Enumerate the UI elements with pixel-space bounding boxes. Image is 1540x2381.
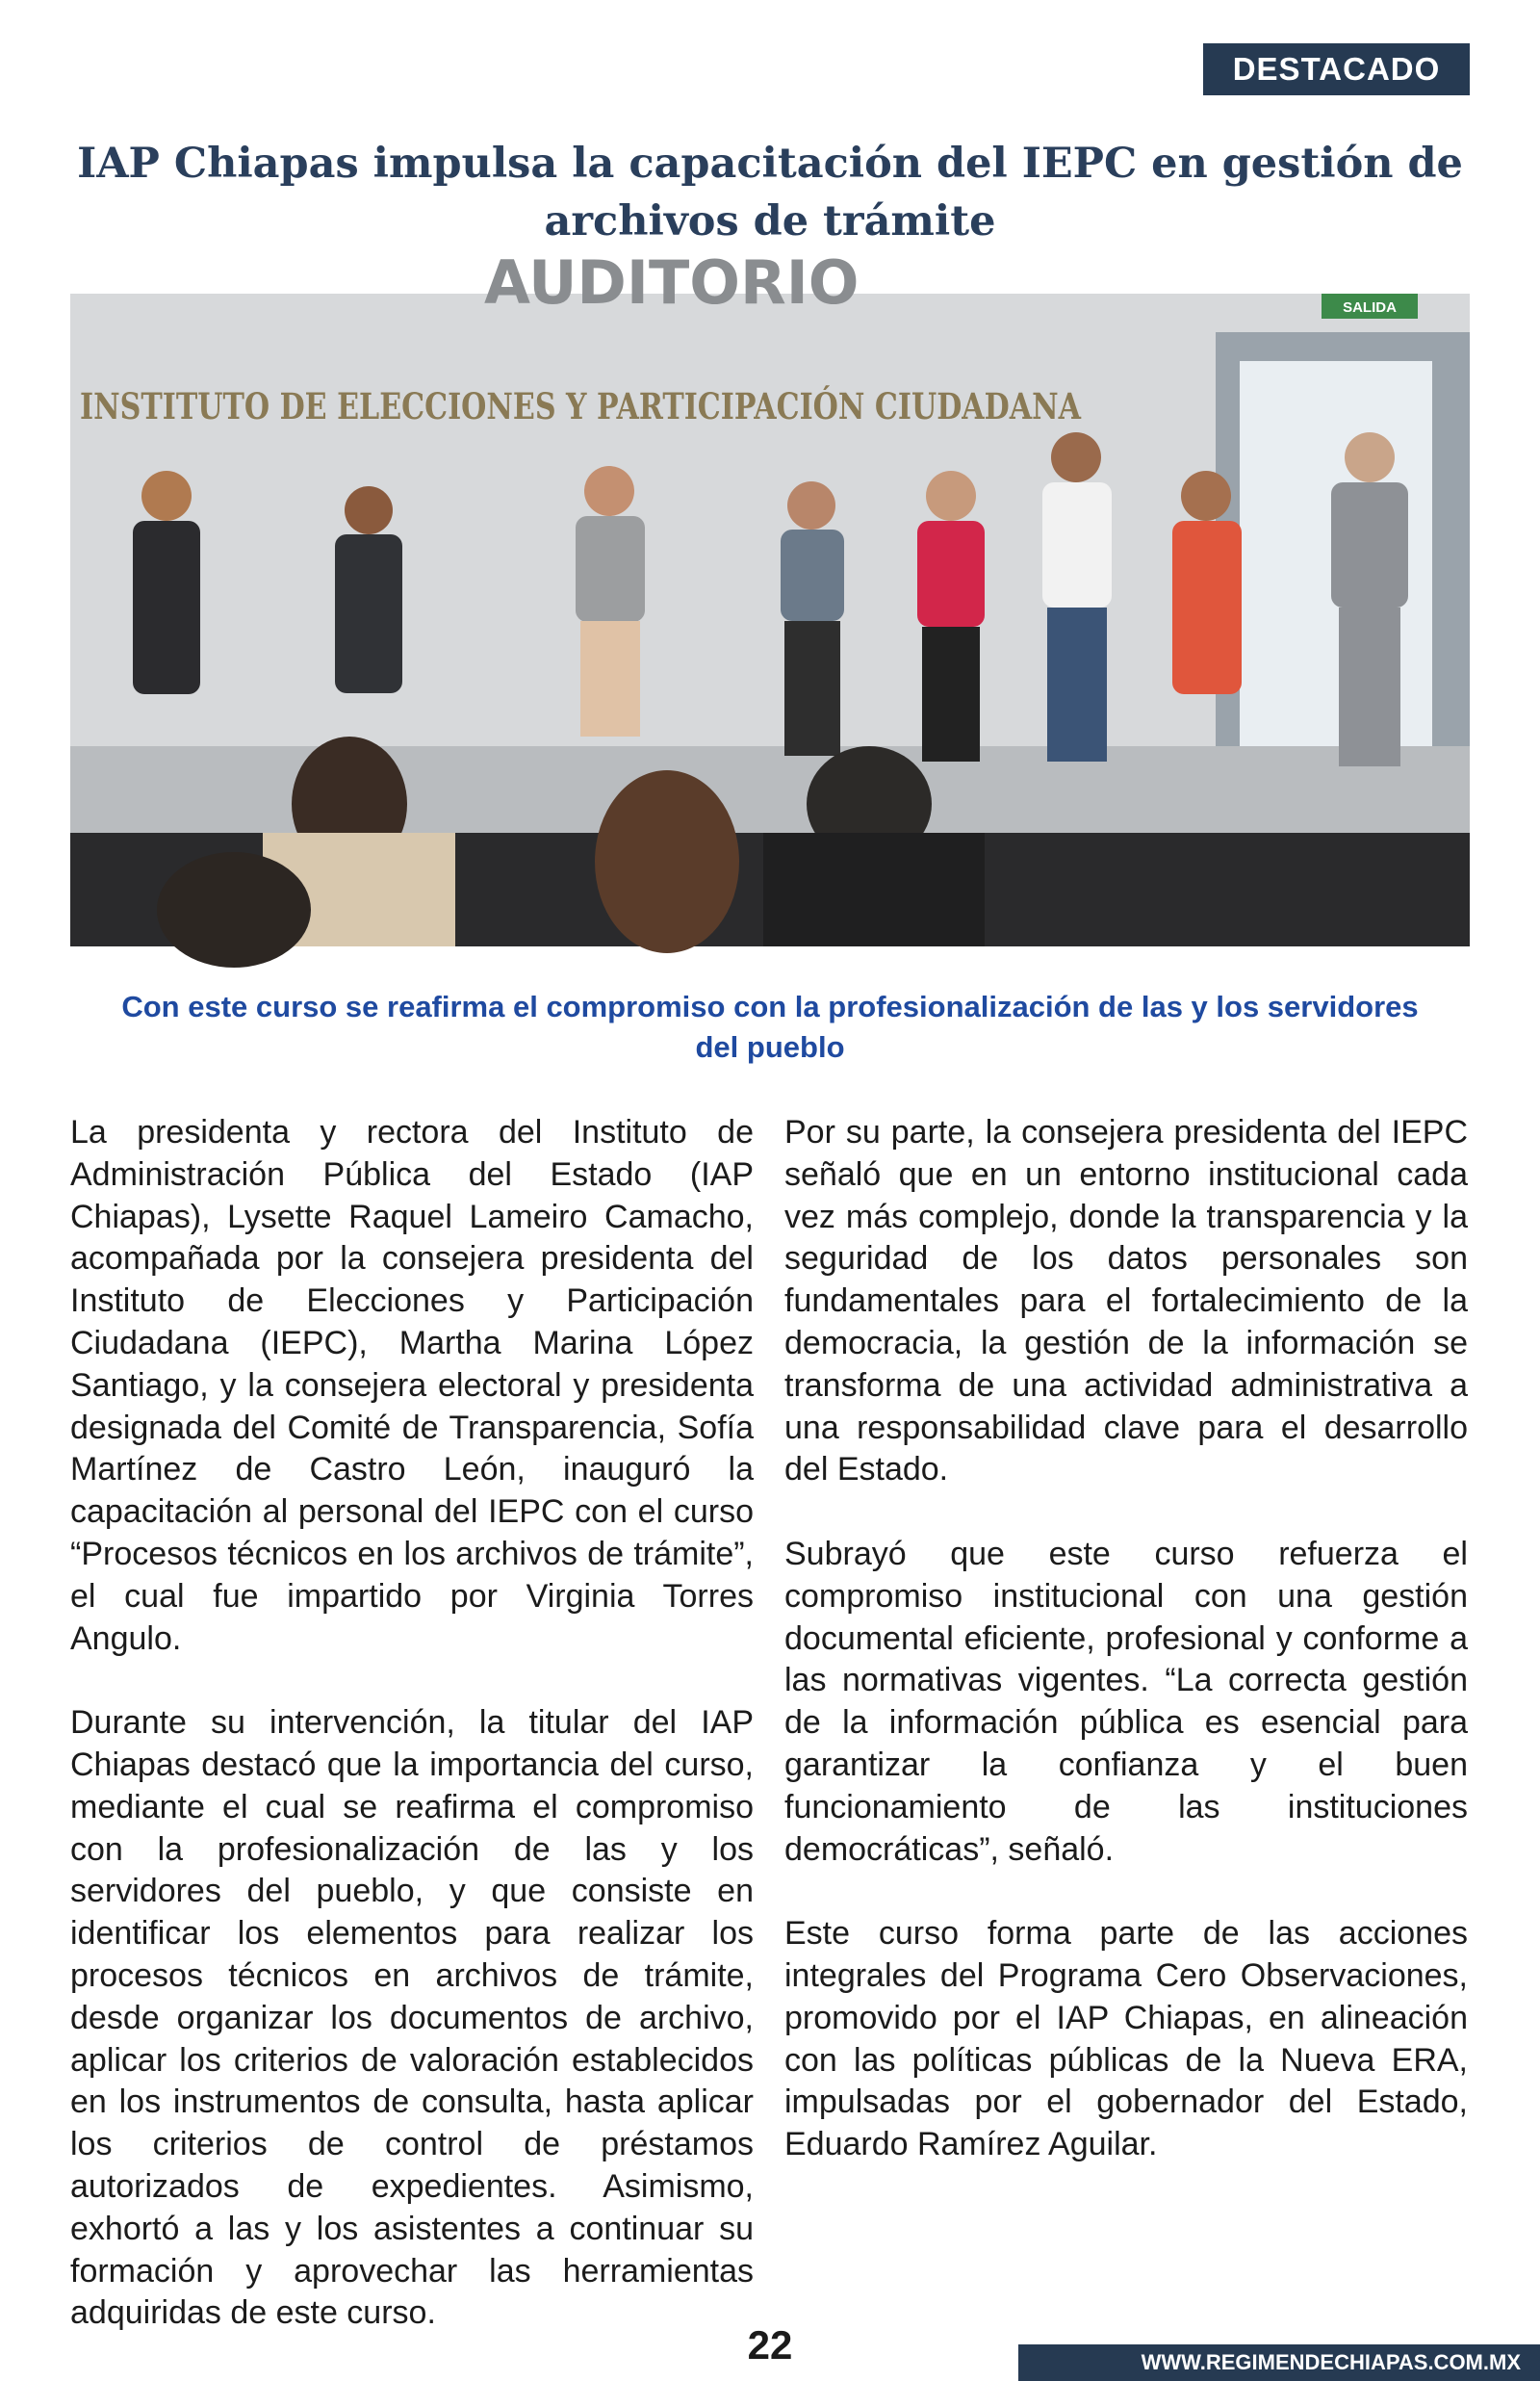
- section-tag: DESTACADO: [1203, 43, 1470, 95]
- left-column: [70, 1112, 754, 2377]
- photo-sign-main: INSTITUTO DE ELECCIONES Y PARTICIPACIÓN CIUDADANA: [80, 385, 1083, 427]
- page-number: 22: [747, 2322, 793, 2368]
- exit-sign-text: SALIDA: [1343, 299, 1397, 316]
- website-link[interactable]: WWW.REGIMENDECHIAPAS.COM.MX: [1018, 2344, 1540, 2381]
- event-photo-illustration: [70, 247, 1470, 946]
- paragraph-5: Este curso forma parte de las acciones integrales del Programa Cero Observaciones, promovido por el IAP Chiapas, en alineación con las políticas públicas de la Nueva ERA, impulsadas por el gobernador del Estado, Eduardo Ramírez Aguilar.: [784, 1915, 1468, 2163]
- paragraph-1: La presidenta y rectora del Instituto de Administración Pública del Estado (IAP Chiapas), Lysette Raquel Lameiro Camacho, acompañada por la consejera presidenta del Instituto de Elecciones y Participación Ciudadana (IEPC), Martha Marina López Santiago, y la consejera electoral y presidenta designada del Comité de Transparencia, Sofía Martínez de Castro León, inauguró la capacitación al personal del IEPC con el curso “Procesos técnicos en los archivos de trámite”, el cual fue impartido por Virginia Torres Angulo.: [70, 1114, 754, 1657]
- article-title: IAP Chiapas impulsa la capacitación del IEPC en gestión de archivos de trámite: [77, 140, 1463, 246]
- article-subtitle: Con este curso se reafirma el compromiso con la profesionalización de las y los servidores del pueblo: [121, 990, 1419, 1064]
- paragraph-3: Por su parte, la consejera presidenta del IEPC señaló que en un entorno institucional cada vez más complejo, donde la transparencia y la seguridad de los datos personales son fundamentales para el fortalecimiento de la democracia, la gestión de la información se transforma de una actividad administrativa a una responsabilidad clave para el desarrollo del Estado.: [784, 1114, 1468, 1488]
- paragraph-4: Subrayó que este curso refuerza el compromiso institucional con una gestión documental eficiente, profesional y conforme a las normativas vigentes. “La correcta gestión de la información pública es esencial para garantizar la confianza y el buen funcionamiento de las instituciones democráticas”, señaló.: [784, 1535, 1468, 1868]
- article-photo: [70, 247, 1470, 946]
- photo-sign-top: AUDITORIO: [484, 247, 860, 318]
- right-column: [784, 1112, 1468, 2209]
- paragraph-2: Durante su intervención, la titular del IAP Chiapas destacó que la importancia del curso, mediante el cual se reafirma el compromiso con la profesionalización de las y los servidores del pueblo, y que consiste en identificar los elementos para realizar los procesos técnicos en archivos de trámite, desde organizar los documentos de archivo, aplicar los criterios de valoración establecidos en los instrumentos de consulta, hasta aplicar los criterios de control de préstamos autorizados de expedientes. Asimismo, exhortó a las y los asistentes a continuar su formación y aprovechar las herramientas adquiridas de este curso.: [70, 1704, 754, 2332]
